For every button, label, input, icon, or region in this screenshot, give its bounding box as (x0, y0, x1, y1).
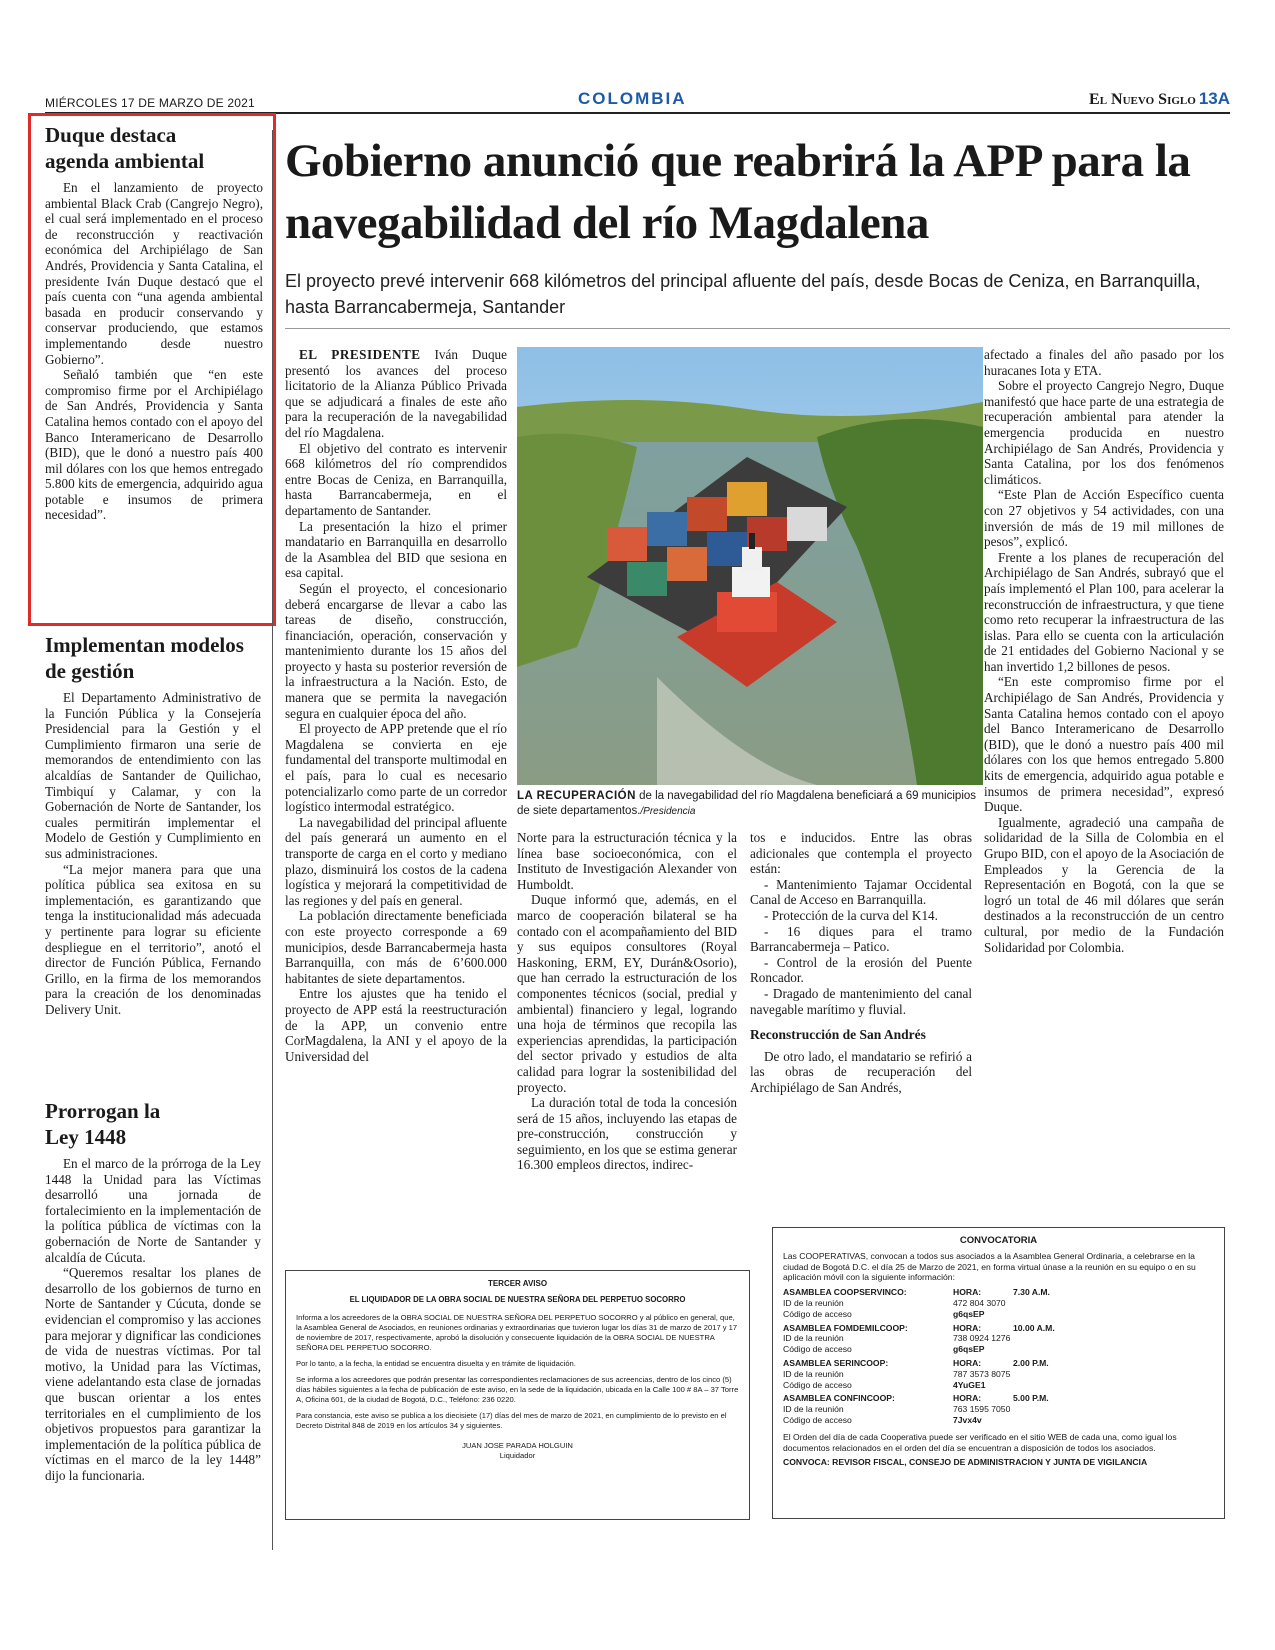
brief-paragraph: Señaló también que “en este compromiso firme por el Archipiélago de San Andrés, Providencia y Santa Catalina hemos contado con el apoyo del Banco Interamericano de Desarrollo (BID), que le donó a nuestro país 400 mil dólares con los que hemos entregado 5.800 kits de emergencia, adquirido agua potable e insumos de primera necesidad”. (45, 367, 263, 523)
assembly-time: 5.00 P.M. (1013, 1393, 1049, 1404)
lead-in: EL PRESIDENTE (299, 347, 421, 362)
article-deck: El proyecto prevé intervenir 668 kilómetros del principal afluente del país, desde Bocas de Ceniza, en Barranquilla, hasta Barrancabermeja, Santander (285, 271, 1201, 317)
brief-paragraph: En el lanzamiento de proyecto ambiental Black Crab (Cangrejo Negro), el cual será implementado en el proceso de reconstrucción y reactivación económica del Archipiélago de San Andrés, Providencia y Santa Catalina, el presidente Iván Duque destacó que el país cuenta con “una agenda ambiental basada en producir conservando y conservar produciendo, que estamos implementando desde nuestro Gobierno”. (45, 180, 263, 367)
article-headline: Gobierno anunció que reabrirá la APP para la navegabilidad del río Magdalena (285, 135, 1191, 249)
assembly-block: ASAMBLEA FOMDEMILCOOP: HORA: 10.00 A.M. ID de la reunión 738 0924 1276 Código de acceso g6qsEP (783, 1322, 1055, 1355)
brief-title: Prorrogan la Ley 1448 (45, 1099, 161, 1149)
article-paragraph: “En este compromiso firme por el Archipiélago de San Andrés, Providencia y Santa Catalina hemos contado con el apoyo del Banco Interamericano de Desarrollo (BID), que le donó a nuestro país 400 mil dólares con los que hemos entregado 5.800 kits de emergencia, adquirido agua potable e insumos de primera necesidad”, expresó Duque. (984, 674, 1224, 815)
folio-date: MIÉRCOLES 17 DE MARZO DE 2021 (45, 96, 255, 110)
article-paragraph: Igualmente, agradeció una campaña de solidaridad de la Silla de Colombia en el Grupo BID, con el apoyo de la Asociación de Empleados y la Gerencia de la Representación en Bogotá, con la que se logró un total de 46 mil dólares que serán destinados a la reconstrucción de un centro cultural, por medio de la Fundación Solidaridad por Colombia. (984, 814, 1224, 955)
brief-paragraph: En el marco de la prórroga de la Ley 1448 la Unidad para las Víctimas desarrolló una jornada de fortalecimiento en la implementación de la política pública de víctimas con la gobernación de Norte de Santander y alcaldía de Cúcuta. (45, 1156, 261, 1265)
assembly-time: 10.00 A.M. (1013, 1322, 1055, 1333)
brief-paragraph: El Departamento Administrativo de la Función Pública y la Consejería Presidencial para la Gestión y el Cumplimiento firmaron una serie de memorandos de entendimiento con las alcaldías de Santander de Quilichao, Timbiquí y Calamar, y con la Gobernación de Norte de Santander, los cuales permitirán implementar el Modelo de Gestión y Cumplimiento en sus administraciones. (45, 690, 261, 861)
notice-paragraph: Informa a los acreedores de la OBRA SOCIAL DE NUESTRA SEÑORA DEL PERPETUO SOCORRO y al público en general, que, la Asamblea General de Asociados, en reuniones ordinarias y extraordinarias que tuvieron lugar los días 31 de marzo de 2017 y 17 de noviembre de 2017, respectivamente, aprobó la disolución y consecuente liquidación de la OBRA SOCIAL DE NUESTRA SEÑORA DEL PERPETUO SOCORRO. (296, 1313, 738, 1352)
meeting-id: 763 1595 7050 (953, 1404, 1011, 1415)
project-item: - 16 diques para el tramo Barrancabermeja – Patico. (750, 923, 972, 955)
brief-prorrogan (45, 1098, 261, 1483)
article-paragraph: Duque informó que, además, en el marco de cooperación bilateral se ha contado con el acompañamiento del BID y sus equipos consultores (Royal Haskoning, ERM, EY, Durán&Osorio), que han cerrado la estructuración de los componentes técnicos (social, predial y ambiental) financiero y legal, logrando una hoja de términos que recopila las experiencias aprendidas, la participación del sector privado y estudios de alta calidad para lograr la sostenibilidad del proyecto. (517, 892, 737, 1095)
assembly-block: ASAMBLEA COOPSERVINCO: HORA: 7.30 A.M. ID de la reunión 472 804 3070 Código de acceso g6qsEP (783, 1287, 1050, 1319)
signer-role: Liquidador (499, 1451, 536, 1460)
article-paragraph: El objetivo del contrato es intervenir 668 kilómetros del río comprendidos entre Bocas de Ceniza, en Barranquilla, hasta Barrancabermeja, en el departamento de Santander. (285, 440, 507, 518)
article-column-2 (517, 830, 737, 1173)
article-paragraph: La duración total de toda la concesión será de 15 años, incluyendo las etapas de pre-construcción, construcción y seguimiento, en los que se estima generar 16.300 empleos directos, indirec- (517, 1095, 737, 1173)
access-code: 7Jvx4v (953, 1414, 982, 1425)
article-column-1 (285, 347, 507, 1064)
deck-rule (285, 328, 1230, 329)
article-paragraph: Según el proyecto, el concesionario deberá encargarse de llevar a cabo las tareas de diseño, construcción, financiación, operación, conservación y mantenimiento durante los 15 años del proyecto y hasta su posterior reversión de la infraestructura a la Nación. Esto, de manera que se permita la navegación segura en cualquier época del año. (285, 580, 507, 721)
article-paragraph: EL PRESIDENTE Iván Duque presentó los avances del proceso licitatorio de la Alianza Público Privada que se adjudicará a finales de este año para la recuperación de la navegabilidad del río Magdalena. (285, 347, 507, 440)
access-code: 4YuGE1 (953, 1379, 986, 1390)
newspaper-brand (1089, 89, 1230, 109)
brief-body (45, 1156, 261, 1483)
caption-text: de la navegabilidad del río Magdalena beneficiará a 69 municipios de siete departamentos. (517, 790, 977, 817)
article-paragraph: La presentación la hizo el primer mandatario en Barranquilla en desarrollo de la Asamblea del BID que sesiona en esa capital. (285, 518, 507, 581)
notice-paragraph: Se informa a los acreedores que podrán presentar las correspondientes reclamaciones de sus acreencias, dentro de los cinco (5) días hábiles siguientes a la fecha de publicación de este aviso, en la sede de la liquidación, ubicada en la Calle 100 # 8A – 37 Torre A, Oficina 601, de la ciudad de Bogotá, D.C., Teléfono: 236 0220. (296, 1375, 739, 1404)
convocatoria-intro: Las COOPERATIVAS, convocan a todos sus asociados a la Asamblea General Ordinaria, a celebrarse en la ciudad de Bogotá D.C. el día 25 de Marzo de 2021, en forma virtual únase a la reunión en su equipo o en su aplicación móvil con la siguiente información: (783, 1250, 1196, 1283)
caption-credit: /Presidencia (640, 806, 696, 817)
brief-title: Implementan modelos de gestión (45, 633, 244, 683)
project-item: - Dragado de mantenimiento del canal navegable marítimo y fluvial. (750, 985, 972, 1017)
meeting-id: 738 0924 1276 (953, 1333, 1011, 1344)
page-number: 13A (1198, 89, 1230, 108)
notice-title: TERCER AVISO (487, 1279, 548, 1288)
article-paragraph: La población directamente beneficiada con este proyecto corresponde a 69 municipios, desde Barrancabermeja hasta Barranquilla, con más de 6’600.000 habitantes de siete departamentos. (285, 908, 507, 986)
highlighted-brief (28, 113, 276, 626)
brief-body (45, 690, 261, 1017)
article-paragraph: La navegabilidad del principal afluente del país generará un aumento en el transporte de carga en el corto y mediano plazo, disminuirá los costos de la cadena logística y mejorará la competitividad de las regiones y del país en general. (285, 814, 507, 908)
article-paragraph: Entre los ajustes que ha tenido el proyecto de APP está la reestructuración de la APP, un convenio entre CorMagdalena, la ANI y el apoyo de la Universidad del (285, 986, 507, 1064)
notice-signer (296, 1441, 739, 1461)
river-barge-image (517, 347, 983, 785)
notice-subtitle: EL LIQUIDADOR DE LA OBRA SOCIAL DE NUESTRA SEÑORA DEL PERPETUO SOCORRO (349, 1295, 686, 1304)
article-paragraph: De otro lado, el mandatario se refirió a las obras de recuperación del Archipiélago de San Andrés, (750, 1048, 972, 1095)
convocatoria-ad (772, 1227, 1225, 1519)
meeting-id: 472 804 3070 (953, 1297, 1006, 1308)
brief-paragraph: “Queremos resaltar los planes de desarrollo de los gobiernos de turno en Norte de Santander y Cúcuta, donde se evidencian el compromiso y las acciones para mejorar y dignificar las condiciones de vida de nuestras víctimas. Por tal motivo, la Unidad para las Víctimas, viene adelantando esta clase de jornadas que buscan orientar a los entes territoriales en el cumplimiento de los objetivos propuestos para garantizar la implementación de la política pública de víctimas en el marco de la ley 1448” dijo la funcionaria. (45, 1265, 261, 1483)
notice-paragraph: Para constancia, este aviso se publica a los diecisiete (17) días del mes de marzo de 2021, en cumplimiento de lo previsto en el Decreto Distrital 848 de 2019 en los artículos 34 y siguientes. (296, 1411, 727, 1430)
barge-photo (517, 347, 983, 785)
brand-name: El Nuevo Siglo (1089, 91, 1196, 108)
assembly-block: ASAMBLEA CONFINCOOP: HORA: 5.00 P.M. ID de la reunión 763 1595 7050 Código de acceso 7Jvx4v (783, 1393, 1049, 1425)
convocatoria-title: CONVOCATORIA (959, 1235, 1038, 1246)
assembly-name: ASAMBLEA COOPSERVINCO: (783, 1287, 907, 1298)
article-paragraph: afectado a finales del año pasado por los huracanes Iota y ETA. (984, 347, 1224, 378)
project-item: - Protección de la curva del K14. (764, 907, 938, 923)
assembly-name: ASAMBLEA SERINCOOP: (783, 1357, 889, 1368)
project-item: - Mantenimiento Tajamar Occidental Canal de Acceso en Barranquilla. (750, 876, 972, 908)
photo-caption (517, 789, 983, 819)
convocatoria-footer: El Orden del día de cada Cooperativa puede ser verificado en el sitio WEB de cada una, como igual los documentos relacionados en el orden del día se encuentran a disposición de todos los asociados. (783, 1431, 1177, 1453)
assembly-name: ASAMBLEA CONFINCOOP: (783, 1393, 895, 1404)
signer-name: JUAN JOSE PARADA HOLGUIN (462, 1441, 573, 1450)
legal-notice-ad (285, 1270, 750, 1520)
brief-implementan (45, 632, 261, 1017)
article-paragraph: Sobre el proyecto Cangrejo Negro, Duque manifestó que hace parte de una estrategia de recuperación ambiental para atender la emergencia producida en nuestro Archipiélago de San Andrés, Providencia y Santa Catalina, por los dos fenómenos climáticos. (984, 378, 1224, 487)
article-subhead: Reconstrucción de San Andrés (750, 1027, 926, 1043)
brief-title: Duque destaca agenda ambiental (45, 123, 205, 173)
access-code: g6qsEP (953, 1344, 985, 1355)
meeting-id: 787 3573 8075 (953, 1368, 1011, 1379)
article-column-3 (750, 830, 972, 1096)
article-paragraph: El proyecto de APP pretende que el río Magdalena se convierta en eje fundamental del transporte multimodal en el país, para lo cual es necesario potencializarlo como parte de un corredor logístico intermodal estratégico. (285, 721, 507, 815)
article-paragraph: tos e inducidos. Entre las obras adicionales que contempla el proyecto están: (750, 830, 972, 877)
caption-lead: LA RECUPERACIÓN (517, 790, 636, 802)
convocatoria-convoca: CONVOCA: REVISOR FISCAL, CONSEJO DE ADMINISTRACION Y JUNTA DE VIGILANCIA (783, 1457, 1148, 1468)
access-code: g6qsEP (953, 1308, 985, 1319)
article-paragraph: Norte para la estructuración técnica y la línea base socioeconómica, con el Instituto de Investigación Alexander von Humboldt. (517, 830, 737, 892)
article-paragraph: “Este Plan de Acción Específico cuenta con 27 objetivos y 54 actividades, con una inversión de más de 19 mil millones de pesos”, explicó. (984, 487, 1224, 550)
column-rule (272, 130, 273, 1550)
assembly-time: 7.30 A.M. (1013, 1287, 1050, 1298)
brief-paragraph: “La mejor manera para que una política pública sea exitosa en su implementación, es garantizando que tenga la institucionalidad más adecuada y pertinente para lograr su eficiente despliegue en el territorio”, anotó el director de Función Pública, Fernando Grillo, en la firma de los memorandos para la creación de los denominadas Delivery Unit. (45, 861, 261, 1017)
brief-body (45, 180, 263, 523)
section-name: COLOMBIA (578, 89, 687, 108)
notice-paragraph: Por lo tanto, a la fecha, la entidad se encuentra disuelta y en trámite de liquidación. (296, 1359, 576, 1368)
project-item: - Control de la erosión del Puente Roncador. (750, 954, 972, 986)
assembly-block: ASAMBLEA SERINCOOP: HORA: 2.00 P.M. ID de la reunión 787 3573 8075 Código de acceso 4YuGE1 (783, 1357, 1049, 1390)
assembly-time: 2.00 P.M. (1013, 1357, 1049, 1368)
article-column-4 (984, 347, 1224, 955)
article-paragraph: Frente a los planes de recuperación del Archipiélago de San Andrés, subrayó que el país implementó el Plan 100, para acelerar la reconstrucción de infraestructura, y que tiene como reto recuperar la infraestructura de las islas. Para ello se cuenta con la articulación de 21 entidades del Gobierno Nacional y se han invertido 1,2 billones de pesos. (984, 549, 1224, 674)
assembly-name: ASAMBLEA FOMDEMILCOOP: (783, 1322, 908, 1333)
